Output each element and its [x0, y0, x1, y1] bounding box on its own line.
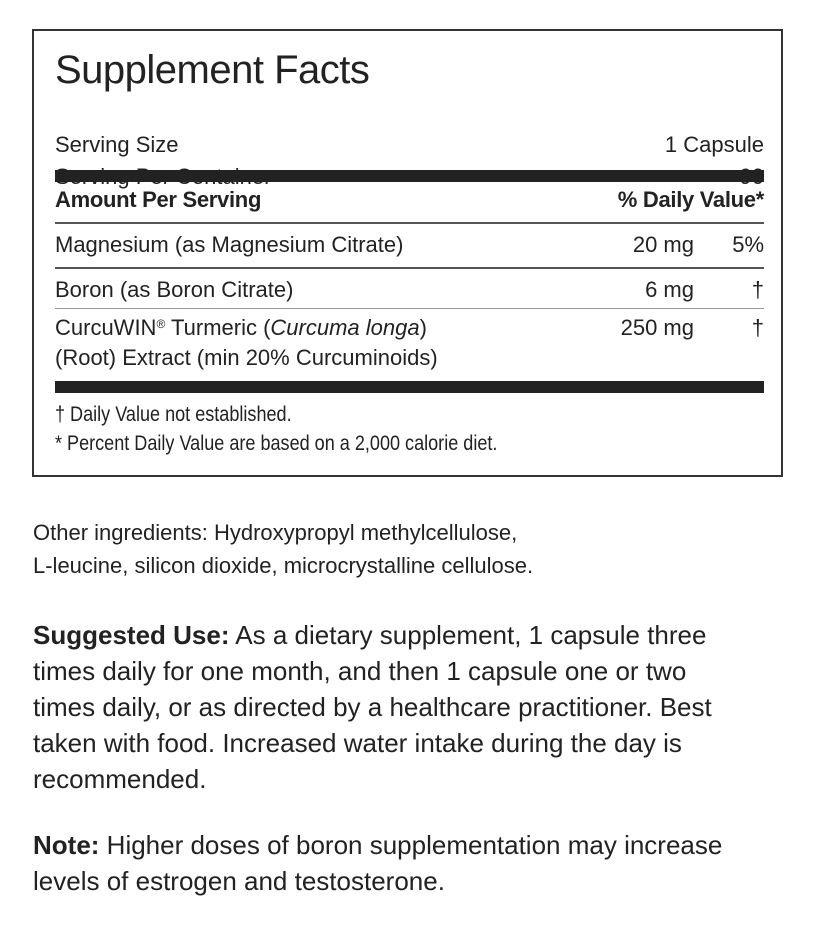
thick-divider-top: [55, 170, 764, 182]
nutrient-daily-value: †: [751, 277, 764, 302]
nutrient-name: Boron (as Boron Citrate): [55, 277, 294, 302]
suggested-use: [33, 617, 733, 797]
nutrient-daily-value: 5%: [732, 232, 764, 257]
serving-size-value: 1 Capsule: [664, 132, 764, 157]
note-text: Higher doses of boron supplementation may increase levels of estrogen and testosterone.: [33, 830, 723, 896]
daily-value-header: % Daily Value*: [617, 187, 764, 212]
note-label: Note:: [33, 830, 100, 860]
other-ingredients-line1: Other ingredients: Hydroxypropyl methylcellulose,: [33, 520, 518, 545]
thick-divider-bottom: [55, 381, 764, 393]
registered-mark: ®: [156, 317, 166, 331]
nutrient-name: Magnesium (as Magnesium Citrate): [55, 232, 404, 257]
panel-title: Supplement Facts: [55, 48, 370, 92]
nutrient-amount: 6 mg: [645, 277, 694, 302]
row-divider: [55, 308, 764, 309]
note: [33, 827, 733, 899]
nutrient-name-line2: (Root) Extract (min 20% Curcuminoids): [55, 345, 438, 370]
serving-size-label: Serving Size: [55, 132, 179, 157]
other-ingredients-line2: L-leucine, silicon dioxide, microcrystalline cellulose.: [33, 553, 534, 578]
suggested-use-text: As a dietary supplement, 1 capsule three times daily for one month, and then 1 capsule one or two times daily, or as directed by a healthcare practitioner. Best taken with food. Increased water intake during the day is recommended.: [33, 620, 712, 794]
nutrient-name: CurcuWIN® Turmeric (Curcuma longa): [55, 315, 427, 340]
supplement-facts-panel: [32, 29, 783, 477]
row-divider: [55, 267, 764, 269]
suggested-use-label: Suggested Use:: [33, 620, 230, 650]
latin-name: Curcuma longa: [270, 315, 420, 340]
amount-per-serving-header: Amount Per Serving: [55, 187, 262, 212]
header-divider: [55, 222, 764, 224]
nutrient-amount: 250 mg: [620, 315, 694, 340]
nutrient-daily-value: †: [751, 315, 764, 340]
nutrient-amount: 20 mg: [632, 232, 694, 257]
other-ingredients: [33, 516, 773, 582]
footnote-percent: * Percent Daily Value are based on a 2,000 calorie diet.: [55, 432, 498, 455]
footnote-dagger: † Daily Value not established.: [55, 403, 292, 426]
